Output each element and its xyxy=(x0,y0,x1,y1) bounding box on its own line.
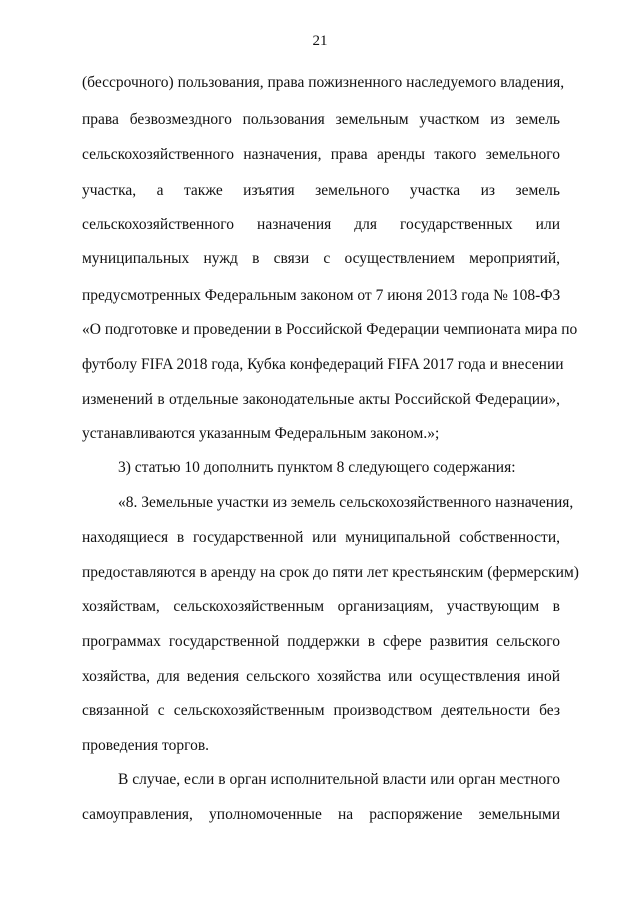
text-line: участка, а также изъятия земельного участка из земель xyxy=(82,182,560,199)
list-item-line: 3) статью 10 дополнить пунктом 8 следующего содержания: xyxy=(118,459,516,476)
text-line: связанной с сельскохозяйственным производством деятельности без xyxy=(82,702,560,719)
page-number: 21 xyxy=(312,33,328,49)
text-line: проведения торгов. xyxy=(82,737,210,754)
text-line: находящиеся в государственной или муниципальной собственности, xyxy=(82,529,560,546)
text-line: сельскохозяйственного назначения для государственных или xyxy=(82,216,560,233)
text-line: предоставляются в аренду на срок до пяти лет крестьянским (фермерским) xyxy=(82,564,579,581)
text-line: «О подготовке и проведении в Российской Федерации чемпионата мира по xyxy=(82,321,578,338)
text-line: сельскохозяйственного назначения, права аренды такого земельного xyxy=(82,146,560,163)
text-line: предусмотренных Федеральным законом от 7 июня 2013 года № 108-ФЗ xyxy=(82,287,561,304)
text-line: (бессрочного) пользования, права пожизненного наследуемого владения, xyxy=(82,74,565,91)
text-line: изменений в отдельные законодательные акты Российской Федерации», xyxy=(82,391,560,408)
text-line: устанавливаются указанным Федеральным законом.»; xyxy=(82,425,440,442)
text-line: хозяйства, для ведения сельского хозяйства или осуществления иной xyxy=(82,668,560,685)
text-line: права безвозмездного пользования земельным участком из земель xyxy=(82,111,560,128)
text-line: хозяйствам, сельскохозяйственным организациям, участвующим в xyxy=(82,598,560,615)
text-line: самоуправления, уполномоченные на распоряжение земельными xyxy=(82,806,560,823)
paragraph-first-line: «8. Земельные участки из земель сельскохозяйственного назначения, xyxy=(118,494,574,511)
text-line: программах государственной поддержки в сфере развития сельского xyxy=(82,633,560,650)
text-line: муниципальных нужд в связи с осуществлением мероприятий, xyxy=(82,250,560,267)
text-line: футболу FIFA 2018 года, Кубка конфедераций FIFA 2017 года и внесении xyxy=(82,356,564,373)
paragraph-first-line: В случае, если в орган исполнительной власти или орган местного xyxy=(118,771,560,788)
